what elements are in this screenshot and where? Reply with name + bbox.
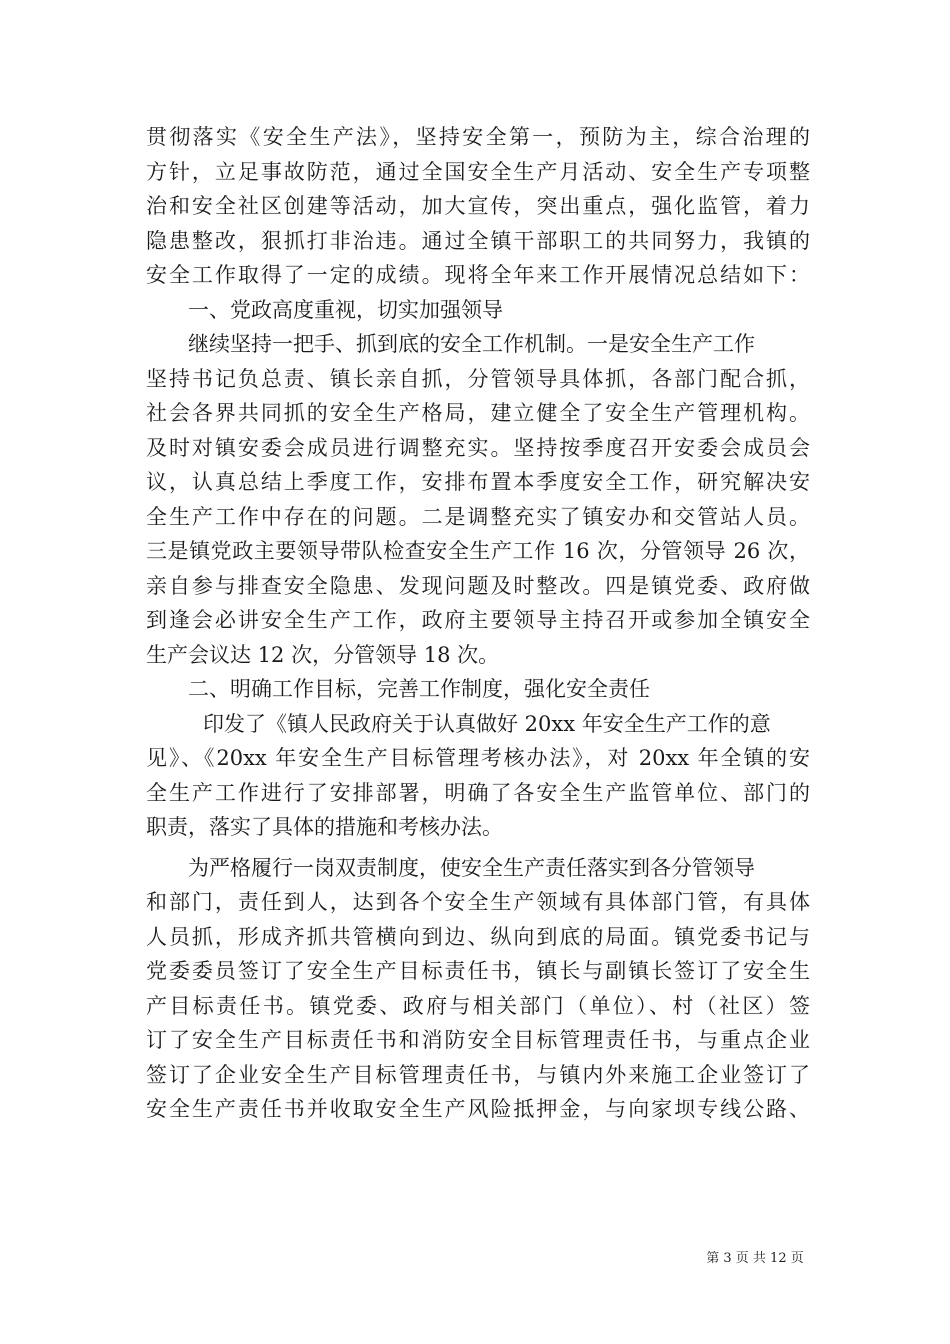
text-line: 和部门，责任到人，达到各个安全生产领域有具体部门管，有具体 — [146, 890, 810, 914]
text-line: 继续坚持一把手、抓到底的安全工作机制。一是安全生产工作 — [188, 332, 755, 356]
text-line: 三是镇党政主要领导带队检查安全生产工作 16 次，分管领导 26 次， — [146, 539, 810, 563]
text-line: 坚持书记负总责、镇长亲自抓，分管领导具体抓，各部门配合抓， — [146, 366, 810, 391]
text-line: 印发了《镇人民政府关于认真做好 20xx 年安全生产工作的意 — [203, 711, 771, 736]
text-line: 党委委员签订了安全生产目标责任书，镇长与副镇长签订了安全生 — [146, 959, 810, 983]
text-line: 社会各界共同抓的安全生产格局，建立健全了安全生产管理机构。 — [146, 401, 810, 425]
text-line: 生产会议达 12 次，分管领导 18 次。 — [146, 642, 500, 667]
text-line: 全生产工作中存在的问题。二是调整充实了镇安办和交管站人员。 — [146, 504, 810, 529]
document-body — [146, 120, 810, 1127]
text-line: 为严格履行一岗双责制度，使安全生产责任落实到各分管领导 — [188, 855, 755, 880]
text-line: 职责，落实了具体的措施和考核办法。 — [146, 815, 503, 839]
text-line: 到逢会必讲安全生产工作，政府主要领导主持召开或参加全镇安全 — [146, 608, 810, 632]
text-line: 见》、《20xx 年安全生产目标管理考核办法》，对 20xx 年全镇的安 — [146, 746, 810, 770]
text-line: 签订了企业安全生产目标管理责任书，与镇内外来施工企业签订了 — [146, 1062, 810, 1087]
text-line: 及时对镇安委会成员进行调整充实。坚持按季度召开安委会成员会 — [146, 435, 810, 460]
section-heading: 一、党政高度重视，切实加强领导 — [188, 297, 503, 322]
text-line: 安全工作取得了一定的成绩。现将全年来工作开展情况总结如下： — [146, 263, 810, 287]
text-line: 治和安全社区创建等活动，加大宣传，突出重点，强化监管，着力 — [146, 194, 810, 218]
text-line: 安全生产责任书并收取安全生产风险抵押金，与向家坝专线公路、 — [146, 1097, 810, 1121]
page-number: 第 3 页 共 12 页 — [706, 1251, 804, 1266]
text-line: 全生产工作进行了安排部署，明确了各安全生产监管单位、部门的 — [146, 780, 810, 805]
text-line: 订了安全生产目标责任书和消防安全目标管理责任书，与重点企业 — [146, 1028, 810, 1052]
text-line: 方针，立足事故防范，通过全国安全生产月活动、安全生产专项整 — [146, 159, 810, 184]
text-line: 人员抓，形成齐抓共管横向到边、纵向到底的局面。镇党委书记与 — [146, 924, 810, 949]
text-line: 隐患整改，狠抓打非治违。通过全镇干部职工的共同努力，我镇的 — [146, 228, 810, 253]
text-line: 议，认真总结上季度工作，安排布置本季度安全工作，研究解决安 — [146, 470, 810, 494]
text-line: 贯彻落实《安全生产法》，坚持安全第一，预防为主，综合治理的 — [146, 125, 810, 149]
section-heading: 二、明确工作目标，完善工作制度，强化安全责任 — [188, 677, 650, 701]
text-line: 产目标责任书。镇党委、政府与相关部门（单位）、村（社区）签 — [146, 993, 810, 1018]
text-line: 亲自参与排查安全隐患、发现问题及时整改。四是镇党委、政府做 — [146, 573, 810, 598]
